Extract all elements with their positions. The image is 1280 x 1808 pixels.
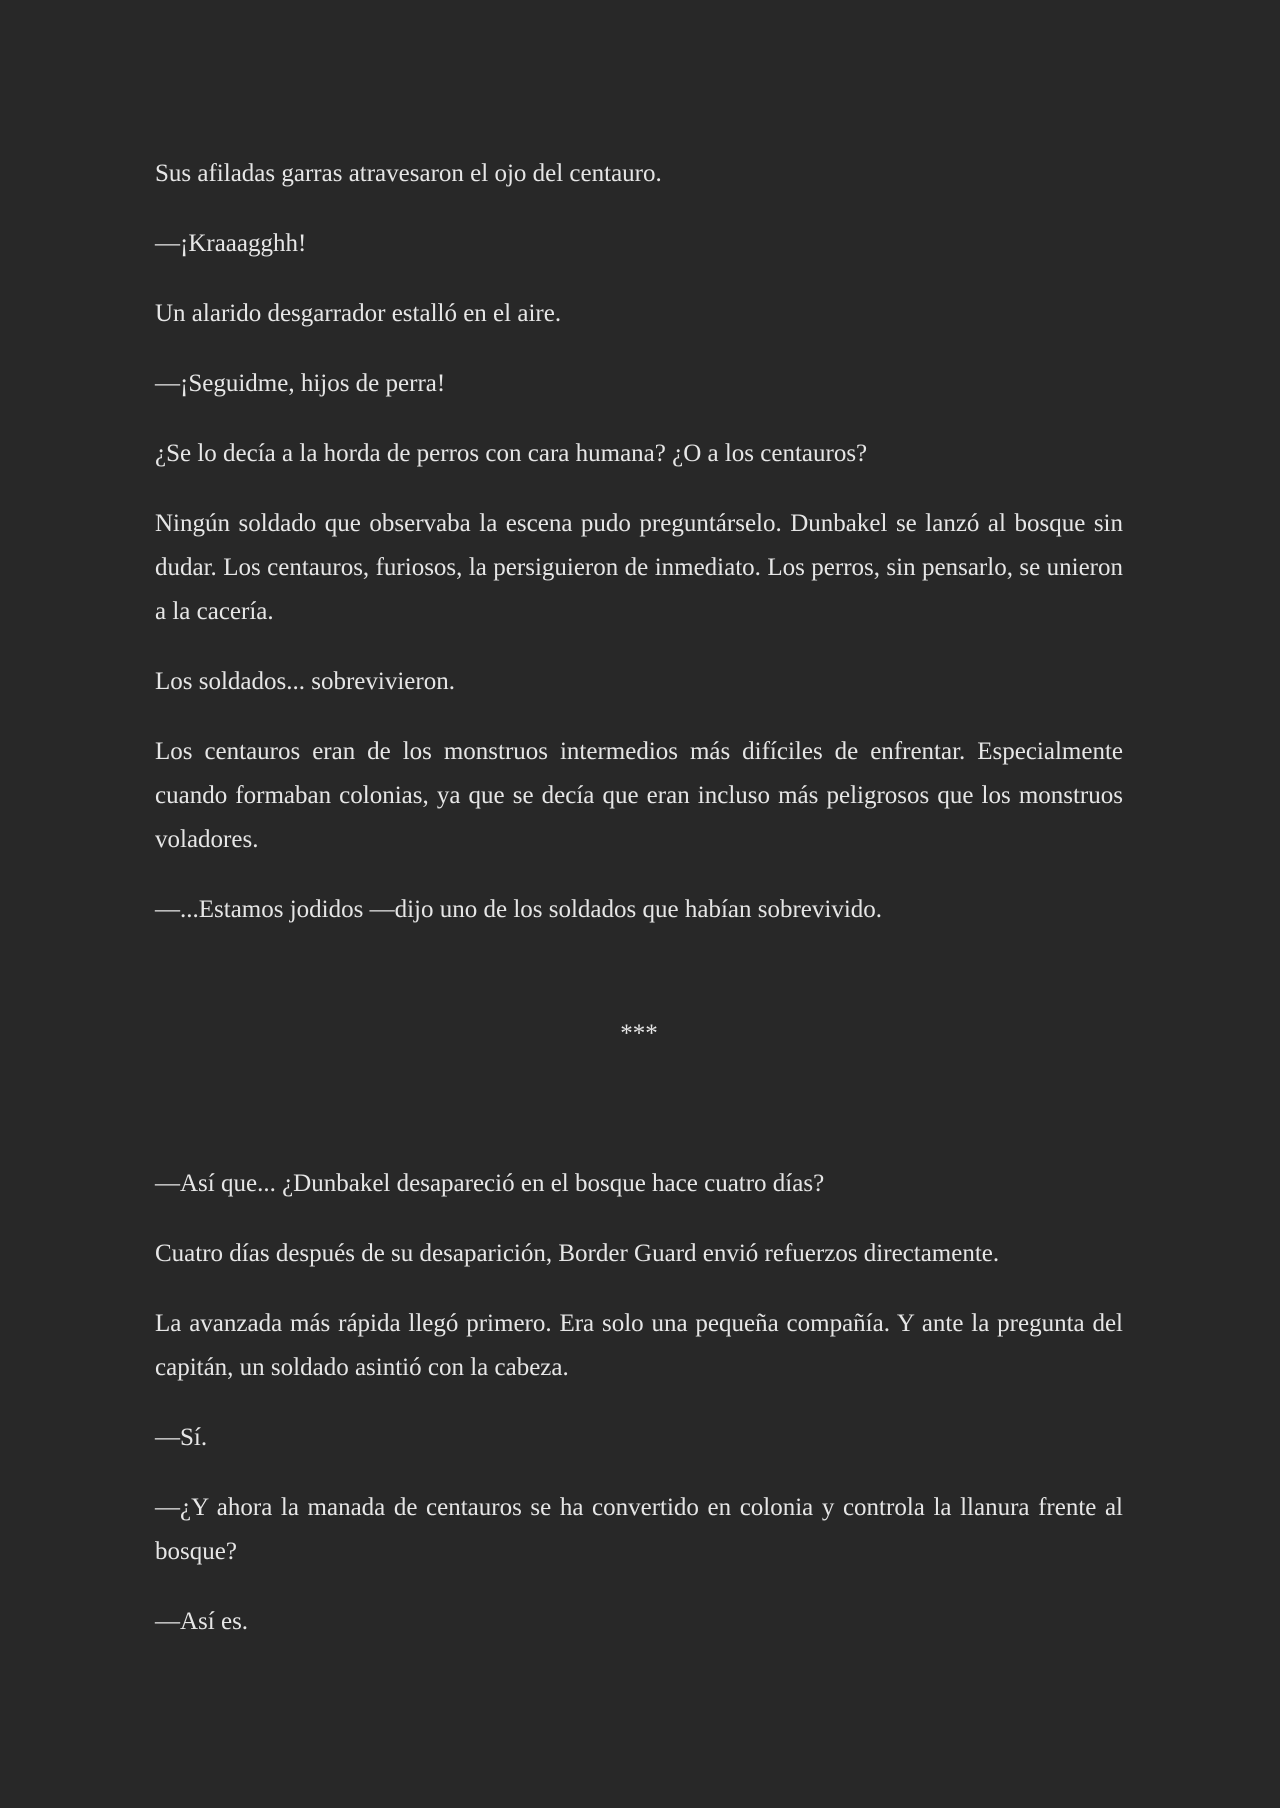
paragraph: —...Estamos jodidos —dijo uno de los soldados que habían sobrevivido. [155, 896, 883, 923]
paragraph: Ningún soldado que observaba la escena pudo preguntárselo. Dunbakel se lanzó al bosque sin dudar. Los centauros, furiosos, la persiguieron de inmediato. Los perros, sin pensarlo, se unieron a la cacería. [155, 510, 1123, 625]
paragraph: Un alarido desgarrador estalló en el aire. [155, 300, 562, 327]
paragraph: —¡Kraaagghh! [155, 230, 307, 257]
scene-break: *** [620, 1020, 658, 1047]
paragraph: —¿Y ahora la manada de centauros se ha convertido en colonia y controla la llanura frente al bosque? [155, 1494, 1123, 1565]
paragraph: La avanzada más rápida llegó primero. Era solo una pequeña compañía. Y ante la pregunta del capitán, un soldado asintió con la cabeza. [155, 1310, 1123, 1381]
paragraph: —Así que... ¿Dunbakel desapareció en el bosque hace cuatro días? [155, 1170, 825, 1197]
paragraph: ¿Se lo decía a la horda de perros con cara humana? ¿O a los centauros? [155, 440, 868, 467]
paragraph: Sus afiladas garras atravesaron el ojo del centauro. [155, 160, 662, 187]
paragraph: Los soldados... sobrevivieron. [155, 668, 455, 695]
paragraph: Cuatro días después de su desaparición, Border Guard envió refuerzos directamente. [155, 1240, 1000, 1267]
paragraph: —Sí. [155, 1424, 208, 1451]
paragraph: —Así es. [155, 1608, 249, 1635]
paragraph: —¡Seguidme, hijos de perra! [155, 370, 446, 397]
reading-page [155, 152, 1123, 1670]
paragraph: Los centauros eran de los monstruos intermedios más difíciles de enfrentar. Especialmente cuando formaban colonias, ya que se decía que eran incluso más peligrosos que los monstruos voladores. [155, 738, 1123, 853]
